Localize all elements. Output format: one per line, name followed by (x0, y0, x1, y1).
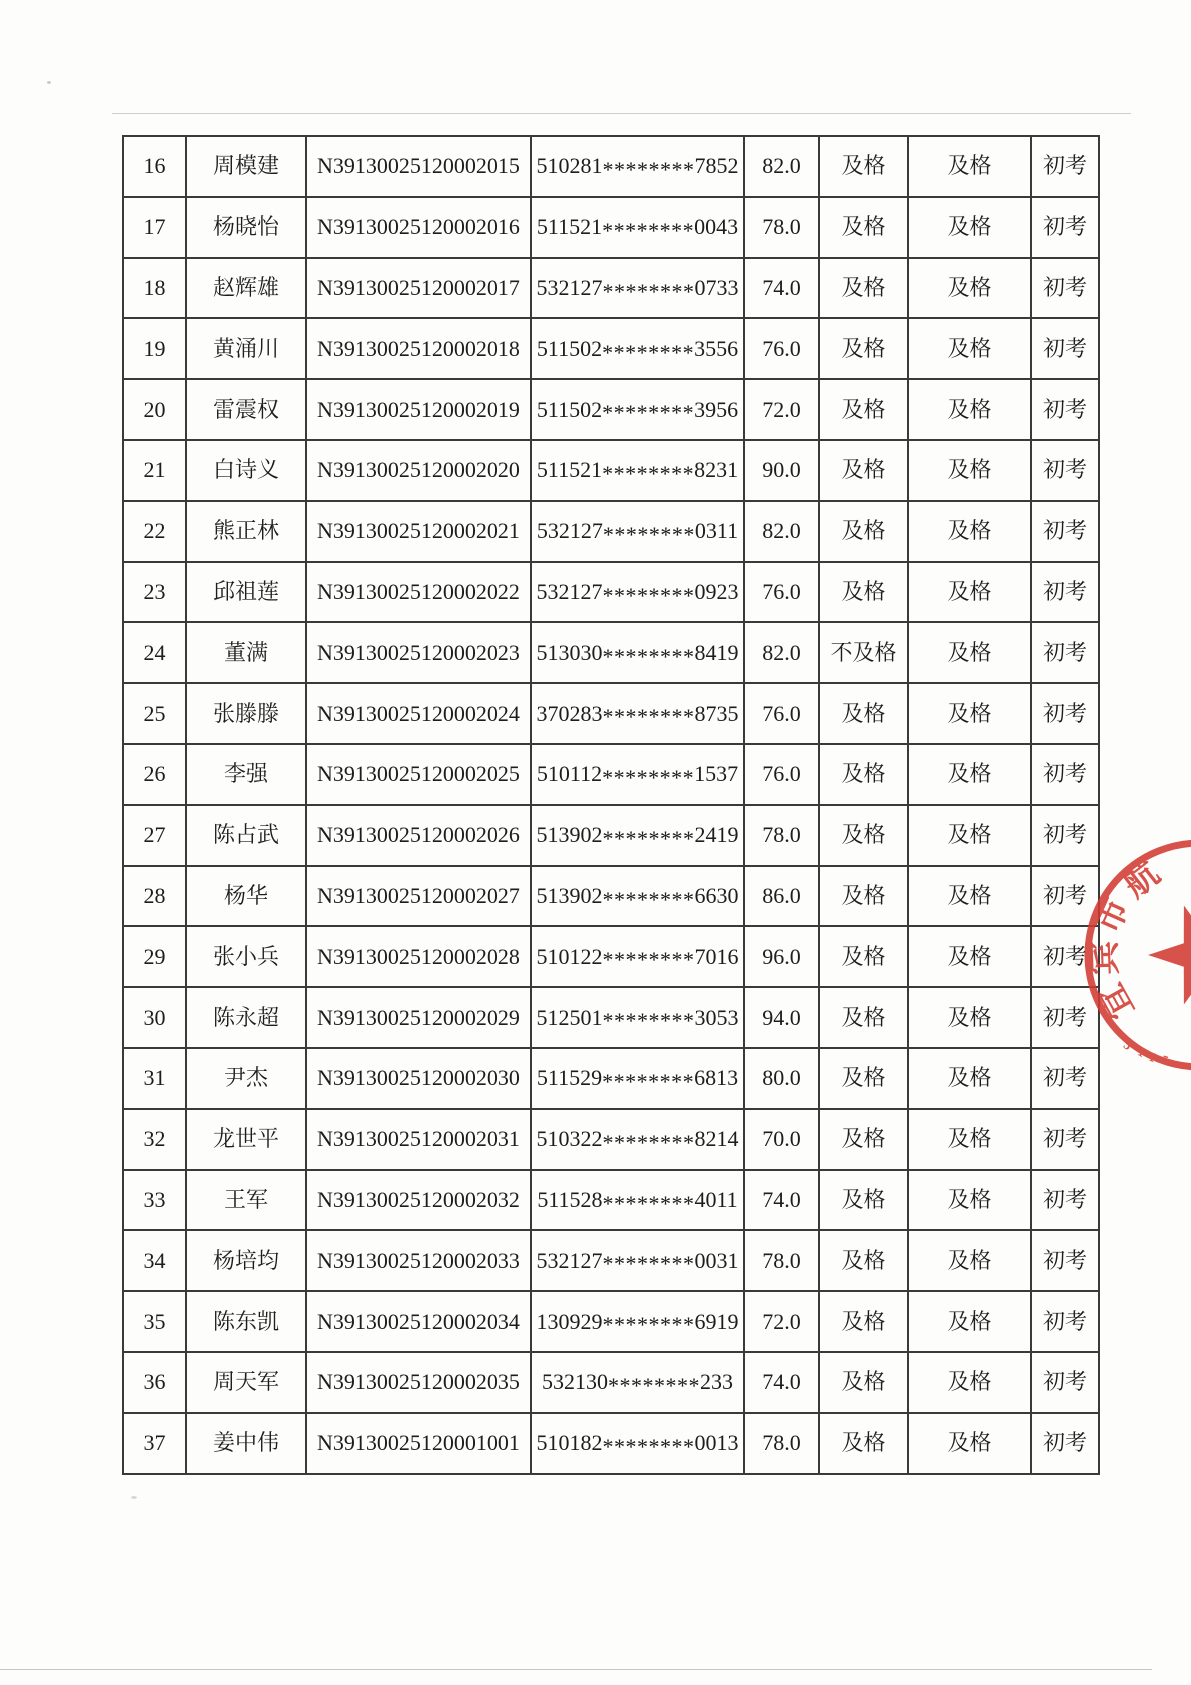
cell-index: 21 (123, 440, 186, 501)
cell-index: 28 (123, 866, 186, 927)
cell-score: 82.0 (744, 501, 819, 562)
cell-name: 杨晓怡 (186, 197, 306, 258)
seal-serial-digit: 5 (1159, 1051, 1171, 1069)
cell-id-masked: 370283********8735 (531, 683, 744, 744)
scan-speck (47, 81, 51, 84)
seal-serial-digit: 1 (1146, 1048, 1160, 1066)
cell-score: 72.0 (744, 1291, 819, 1352)
cell-exam-id: N39130025120002029 (306, 987, 531, 1048)
cell-exam-type: 初考 (1031, 136, 1099, 197)
cell-index: 23 (123, 562, 186, 623)
cell-exam-type: 初考 (1031, 987, 1099, 1048)
table-row (123, 258, 1099, 319)
cell-id-masked: 532127********0733 (531, 258, 744, 319)
cell-score: 74.0 (744, 258, 819, 319)
cell-score: 78.0 (744, 1413, 819, 1474)
cell-name: 周模建 (186, 136, 306, 197)
cell-result-2: 及格 (908, 1230, 1031, 1291)
seal-serial-digit: 1 (1135, 1043, 1149, 1061)
table-row (123, 440, 1099, 501)
cell-id-masked: 510122********7016 (531, 926, 744, 987)
cell-index: 18 (123, 258, 186, 319)
cell-exam-type: 初考 (1031, 1048, 1099, 1109)
seal-char: 航 (1117, 854, 1167, 906)
cell-result-2: 及格 (908, 501, 1031, 562)
cell-exam-id: N39130025120002033 (306, 1230, 531, 1291)
cell-id-masked: 513902********6630 (531, 866, 744, 927)
cell-name: 李强 (186, 744, 306, 805)
cell-name: 赵辉雄 (186, 258, 306, 319)
cell-exam-id: N39130025120002030 (306, 1048, 531, 1109)
cell-result-2: 及格 (908, 1413, 1031, 1474)
cell-id-masked: 512501********3053 (531, 987, 744, 1048)
cell-result-1: 及格 (819, 440, 908, 501)
cell-exam-type: 初考 (1031, 744, 1099, 805)
cell-score: 78.0 (744, 197, 819, 258)
cell-index: 27 (123, 805, 186, 866)
cell-result-2: 及格 (908, 866, 1031, 927)
cell-exam-type: 初考 (1031, 805, 1099, 866)
cell-exam-type: 初考 (1031, 562, 1099, 623)
cell-id-masked: 532130********233 (531, 1352, 744, 1413)
cell-index: 25 (123, 683, 186, 744)
cell-result-2: 及格 (908, 622, 1031, 683)
cell-id-masked: 511529********6813 (531, 1048, 744, 1109)
cell-result-1: 不及格 (819, 622, 908, 683)
cell-result-1: 及格 (819, 866, 908, 927)
cell-score: 78.0 (744, 805, 819, 866)
cell-name: 杨培均 (186, 1230, 306, 1291)
table-row (123, 987, 1099, 1048)
table-row (123, 1230, 1099, 1291)
cell-exam-type: 初考 (1031, 1291, 1099, 1352)
cell-result-1: 及格 (819, 1230, 908, 1291)
cell-index: 33 (123, 1170, 186, 1231)
cell-result-2: 及格 (908, 1352, 1031, 1413)
table-row (123, 1170, 1099, 1231)
cell-exam-id: N39130025120002017 (306, 258, 531, 319)
cell-id-masked: 510182********0013 (531, 1413, 744, 1474)
table-row (123, 197, 1099, 258)
cell-result-1: 及格 (819, 1048, 908, 1109)
cell-id-masked: 513030********8419 (531, 622, 744, 683)
cell-index: 35 (123, 1291, 186, 1352)
cell-result-1: 及格 (819, 501, 908, 562)
table-row (123, 1048, 1099, 1109)
cell-exam-type: 初考 (1031, 379, 1099, 440)
cell-exam-id: N39130025120002032 (306, 1170, 531, 1231)
cell-result-1: 及格 (819, 744, 908, 805)
cell-result-2: 及格 (908, 440, 1031, 501)
cell-score: 90.0 (744, 440, 819, 501)
cell-exam-id: N39130025120002025 (306, 744, 531, 805)
cell-result-1: 及格 (819, 318, 908, 379)
seal-char: 市 (1089, 892, 1137, 940)
cell-exam-type: 初考 (1031, 440, 1099, 501)
cell-score: 72.0 (744, 379, 819, 440)
cell-exam-type: 初考 (1031, 258, 1099, 319)
cell-index: 22 (123, 501, 186, 562)
cell-result-2: 及格 (908, 683, 1031, 744)
cell-result-1: 及格 (819, 1109, 908, 1170)
cell-score: 82.0 (744, 136, 819, 197)
cell-result-1: 及格 (819, 987, 908, 1048)
scan-artifact-line-top (112, 113, 1131, 114)
table-row (123, 622, 1099, 683)
cell-score: 82.0 (744, 622, 819, 683)
cell-result-1: 及格 (819, 683, 908, 744)
table-row (123, 562, 1099, 623)
cell-result-2: 及格 (908, 926, 1031, 987)
cell-exam-type: 初考 (1031, 926, 1099, 987)
scan-artifact-line-bottom (0, 1669, 1152, 1670)
cell-exam-id: N39130025120002026 (306, 805, 531, 866)
cell-score: 76.0 (744, 683, 819, 744)
cell-exam-type: 初考 (1031, 501, 1099, 562)
cell-result-1: 及格 (819, 926, 908, 987)
table-row (123, 805, 1099, 866)
seal-star (1148, 906, 1191, 1005)
cell-exam-id: N39130025120002022 (306, 562, 531, 623)
cell-result-2: 及格 (908, 1109, 1031, 1170)
cell-result-1: 及格 (819, 1413, 908, 1474)
cell-id-masked: 511521********8231 (531, 440, 744, 501)
table-row (123, 1291, 1099, 1352)
cell-name: 陈东凯 (186, 1291, 306, 1352)
cell-exam-id: N39130025120002034 (306, 1291, 531, 1352)
cell-score: 70.0 (744, 1109, 819, 1170)
cell-name: 王军 (186, 1170, 306, 1231)
cell-id-masked: 532127********0923 (531, 562, 744, 623)
cell-index: 17 (123, 197, 186, 258)
scan-speck (131, 1496, 137, 1499)
cell-exam-type: 初考 (1031, 622, 1099, 683)
table-row (123, 744, 1099, 805)
table-row (123, 926, 1099, 987)
cell-exam-type: 初考 (1031, 1109, 1099, 1170)
cell-id-masked: 510322********8214 (531, 1109, 744, 1170)
cell-score: 74.0 (744, 1352, 819, 1413)
cell-exam-id: N39130025120002031 (306, 1109, 531, 1170)
cell-exam-id: N39130025120002019 (306, 379, 531, 440)
cell-index: 31 (123, 1048, 186, 1109)
cell-score: 96.0 (744, 926, 819, 987)
table-row (123, 1413, 1099, 1474)
cell-result-1: 及格 (819, 1291, 908, 1352)
cell-exam-type: 初考 (1031, 866, 1099, 927)
cell-result-2: 及格 (908, 379, 1031, 440)
cell-result-1: 及格 (819, 136, 908, 197)
cell-result-2: 及格 (908, 1291, 1031, 1352)
cell-score: 74.0 (744, 1170, 819, 1231)
table-row (123, 136, 1099, 197)
cell-index: 16 (123, 136, 186, 197)
seal-serial-digit: 5 (1120, 1037, 1136, 1053)
cell-exam-id: N39130025120002028 (306, 926, 531, 987)
cell-index: 20 (123, 379, 186, 440)
cell-index: 30 (123, 987, 186, 1048)
cell-name: 尹杰 (186, 1048, 306, 1109)
table-row (123, 501, 1099, 562)
cell-exam-id: N39130025120002015 (306, 136, 531, 197)
cell-name: 龙世平 (186, 1109, 306, 1170)
cell-id-masked: 532127********0311 (531, 501, 744, 562)
seal-ring (1088, 843, 1191, 1067)
cell-exam-id: N39130025120002020 (306, 440, 531, 501)
cell-exam-id: N39130025120001001 (306, 1413, 531, 1474)
cell-score: 76.0 (744, 562, 819, 623)
cell-index: 32 (123, 1109, 186, 1170)
cell-exam-type: 初考 (1031, 197, 1099, 258)
cell-id-masked: 532127********0031 (531, 1230, 744, 1291)
cell-result-1: 及格 (819, 258, 908, 319)
exam-results-table (122, 135, 1100, 1475)
cell-id-masked: 511502********3956 (531, 379, 744, 440)
table-row (123, 1352, 1099, 1413)
cell-exam-id: N39130025120002023 (306, 622, 531, 683)
cell-result-1: 及格 (819, 197, 908, 258)
cell-exam-id: N39130025120002035 (306, 1352, 531, 1413)
cell-result-1: 及格 (819, 1352, 908, 1413)
cell-id-masked: 510112********1537 (531, 744, 744, 805)
cell-index: 19 (123, 318, 186, 379)
cell-result-2: 及格 (908, 318, 1031, 379)
seal-char: 宾 (1085, 940, 1125, 976)
cell-name: 熊正林 (186, 501, 306, 562)
cell-exam-type: 初考 (1031, 318, 1099, 379)
cell-result-2: 及格 (908, 258, 1031, 319)
cell-exam-id: N39130025120002024 (306, 683, 531, 744)
table-row (123, 318, 1099, 379)
cell-id-masked: 511528********4011 (531, 1170, 744, 1231)
cell-exam-id: N39130025120002027 (306, 866, 531, 927)
cell-id-masked: 511521********0043 (531, 197, 744, 258)
cell-name: 白诗义 (186, 440, 306, 501)
table-row (123, 683, 1099, 744)
cell-name: 杨华 (186, 866, 306, 927)
cell-score: 76.0 (744, 744, 819, 805)
cell-exam-type: 初考 (1031, 1352, 1099, 1413)
cell-result-2: 及格 (908, 1170, 1031, 1231)
cell-index: 37 (123, 1413, 186, 1474)
cell-id-masked: 513902********2419 (531, 805, 744, 866)
cell-score: 94.0 (744, 987, 819, 1048)
cell-name: 陈永超 (186, 987, 306, 1048)
seal-char: 宜 (1092, 977, 1142, 1025)
cell-index: 24 (123, 622, 186, 683)
table-row (123, 1109, 1099, 1170)
cell-score: 78.0 (744, 1230, 819, 1291)
cell-result-1: 及格 (819, 379, 908, 440)
cell-name: 姜中伟 (186, 1413, 306, 1474)
cell-result-1: 及格 (819, 1170, 908, 1231)
cell-name: 董满 (186, 622, 306, 683)
cell-index: 34 (123, 1230, 186, 1291)
cell-index: 29 (123, 926, 186, 987)
cell-result-1: 及格 (819, 805, 908, 866)
cell-exam-id: N39130025120002016 (306, 197, 531, 258)
cell-exam-id: N39130025120002021 (306, 501, 531, 562)
cell-result-1: 及格 (819, 562, 908, 623)
cell-name: 雷震权 (186, 379, 306, 440)
table-row (123, 866, 1099, 927)
cell-index: 26 (123, 744, 186, 805)
cell-score: 76.0 (744, 318, 819, 379)
cell-result-2: 及格 (908, 197, 1031, 258)
cell-exam-type: 初考 (1031, 683, 1099, 744)
table-row (123, 379, 1099, 440)
cell-name: 邱祖莲 (186, 562, 306, 623)
cell-result-2: 及格 (908, 1048, 1031, 1109)
cell-result-2: 及格 (908, 987, 1031, 1048)
cell-exam-type: 初考 (1031, 1413, 1099, 1474)
cell-id-masked: 510281********7852 (531, 136, 744, 197)
cell-name: 张小兵 (186, 926, 306, 987)
cell-index: 36 (123, 1352, 186, 1413)
cell-id-masked: 130929********6919 (531, 1291, 744, 1352)
cell-exam-type: 初考 (1031, 1170, 1099, 1231)
cell-name: 张滕滕 (186, 683, 306, 744)
cell-result-2: 及格 (908, 805, 1031, 866)
cell-result-2: 及格 (908, 744, 1031, 805)
cell-name: 黄涌川 (186, 318, 306, 379)
cell-exam-id: N39130025120002018 (306, 318, 531, 379)
cell-name: 陈占武 (186, 805, 306, 866)
cell-name: 周天军 (186, 1352, 306, 1413)
cell-result-2: 及格 (908, 136, 1031, 197)
cell-score: 86.0 (744, 866, 819, 927)
cell-id-masked: 511502********3556 (531, 318, 744, 379)
cell-score: 80.0 (744, 1048, 819, 1109)
cell-exam-type: 初考 (1031, 1230, 1099, 1291)
cell-result-2: 及格 (908, 562, 1031, 623)
